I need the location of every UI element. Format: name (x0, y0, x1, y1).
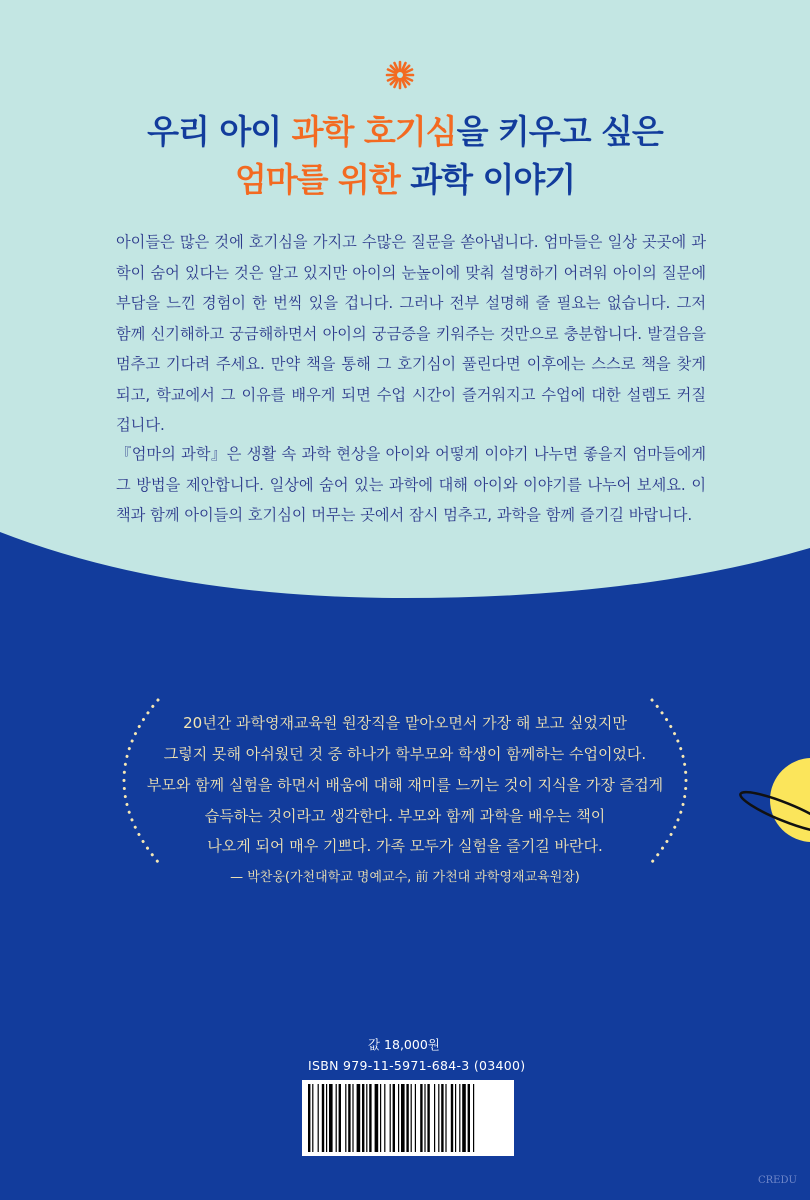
barcode-bar (459, 1084, 460, 1152)
barcode-bar (366, 1084, 367, 1152)
price-label: 값 18,000원 (368, 1037, 440, 1052)
barcode-bar (434, 1084, 435, 1152)
barcode-bar (369, 1084, 371, 1152)
barcode-bar (415, 1084, 416, 1152)
barcode-bar (468, 1084, 470, 1152)
quote-line: 습득하는 것이라고 생각한다. 부모와 함께 과학을 배우는 책이 (204, 807, 606, 825)
barcode-bar (308, 1084, 310, 1152)
publisher-mark: CREDU (758, 1175, 797, 1186)
isbn-label: ISBN 979-11-5971-684-3 (03400) (308, 1058, 526, 1073)
quote-line: 20년간 과학영재교육원 원장직을 맡아오면서 가장 해 보고 싶었지만 (183, 714, 627, 732)
headline-line-2: 엄마를 위한 과학 이야기 (234, 160, 576, 199)
barcode-bar (411, 1084, 412, 1152)
headline-highlight-moms: 엄마를 위한 (234, 160, 400, 199)
quote-line: 나오게 되어 매우 기쁘다. 가족 모두가 실험을 즐기길 바란다. (207, 837, 603, 855)
barcode-bar (398, 1084, 399, 1152)
barcode-bar (420, 1084, 422, 1152)
barcode-bar (318, 1084, 319, 1152)
barcode-bar (329, 1084, 333, 1152)
barcode-bar (348, 1084, 350, 1152)
sparkle-icon (385, 60, 415, 90)
barcode-bar (326, 1084, 327, 1152)
barcode-bar (384, 1084, 385, 1152)
barcode-bar (451, 1084, 453, 1152)
barcode-bar (473, 1084, 474, 1152)
intro-paragraph-1: 아이들은 많은 것에 호기심을 가지고 수많은 질문을 쏟아냅니다. 엄마들은 일상 곳곳에 과학이 숨어 있다는 것은 알고 있지만 아이의 눈높이에 맞춰 설명하기 어려워 아이의 질문에 부담을 느낀 경험이 한 번씩 있을 겁니다. 그러나 전부 설명해 줄 필요는 없습니다. 그저 함께 신기해하고 궁금해하면서 아이의 궁금증을 키워주는 것만으로 충분합니다. 발걸음을 멈추고 기다려 주세요. 만약 책을 통해 그 호기심이 풀린다면 이후에는 스스로 책을 찾게 되고, 학교에서 그 이유를 배우게 되면 수업 시간이 즐거워지고 수업에 대한 설렘도 커질 겁니다. (116, 233, 706, 434)
barcode-bars (302, 1080, 514, 1156)
barcode-bar (427, 1084, 429, 1152)
barcode-bar (462, 1084, 466, 1152)
barcode-bar (352, 1084, 353, 1152)
intro-paragraph-2: 『엄마의 과학』은 생활 속 과학 현상을 아이와 어떻게 이야기 나누면 좋을지 엄마들에게 그 방법을 제안합니다. 일상에 숨어 있는 과학에 대해 아이와 이야기를 나누어 보세요. 이 책과 함께 아이들의 호기심이 머무는 곳에서 잠시 멈추고, 과학을 함께 즐기길 바랍니다. (116, 445, 706, 524)
barcode-bar (390, 1084, 391, 1152)
endorsement-author: — 박찬웅(가천대학교 명예교수, 前 가천대 과학영재교육원장) (230, 870, 580, 885)
barcode-bar (322, 1084, 324, 1152)
barcode-bar (339, 1084, 341, 1152)
quote-line: 부모와 함께 실험을 하면서 배움에 대해 재미를 느끼는 것이 지식을 가장 즐겁게 (146, 776, 664, 794)
barcode-bar (312, 1084, 313, 1152)
barcode-bar (455, 1084, 456, 1152)
barcode-bar (438, 1084, 439, 1152)
barcode (302, 1080, 514, 1156)
barcode-bar (406, 1084, 408, 1152)
barcode-bar (445, 1084, 446, 1152)
barcode-bar (336, 1084, 337, 1152)
barcode-bar (345, 1084, 346, 1152)
barcode-bar (357, 1084, 361, 1152)
barcode-bar (401, 1084, 405, 1152)
headline-highlight-curiosity: 과학 호기심 (291, 112, 457, 151)
barcode-bar (375, 1084, 379, 1152)
barcode-bar (424, 1084, 425, 1152)
headline-line-1: 우리 아이 과학 호기심을 키우고 싶은 (147, 112, 663, 151)
barcode-bar (393, 1084, 395, 1152)
quote-line: 그렇지 못해 아쉬웠던 것 중 하나가 학부모와 학생이 함께하는 수업이었다. (163, 745, 647, 763)
barcode-bar (441, 1084, 443, 1152)
barcode-bar (362, 1084, 364, 1152)
barcode-bar (380, 1084, 381, 1152)
